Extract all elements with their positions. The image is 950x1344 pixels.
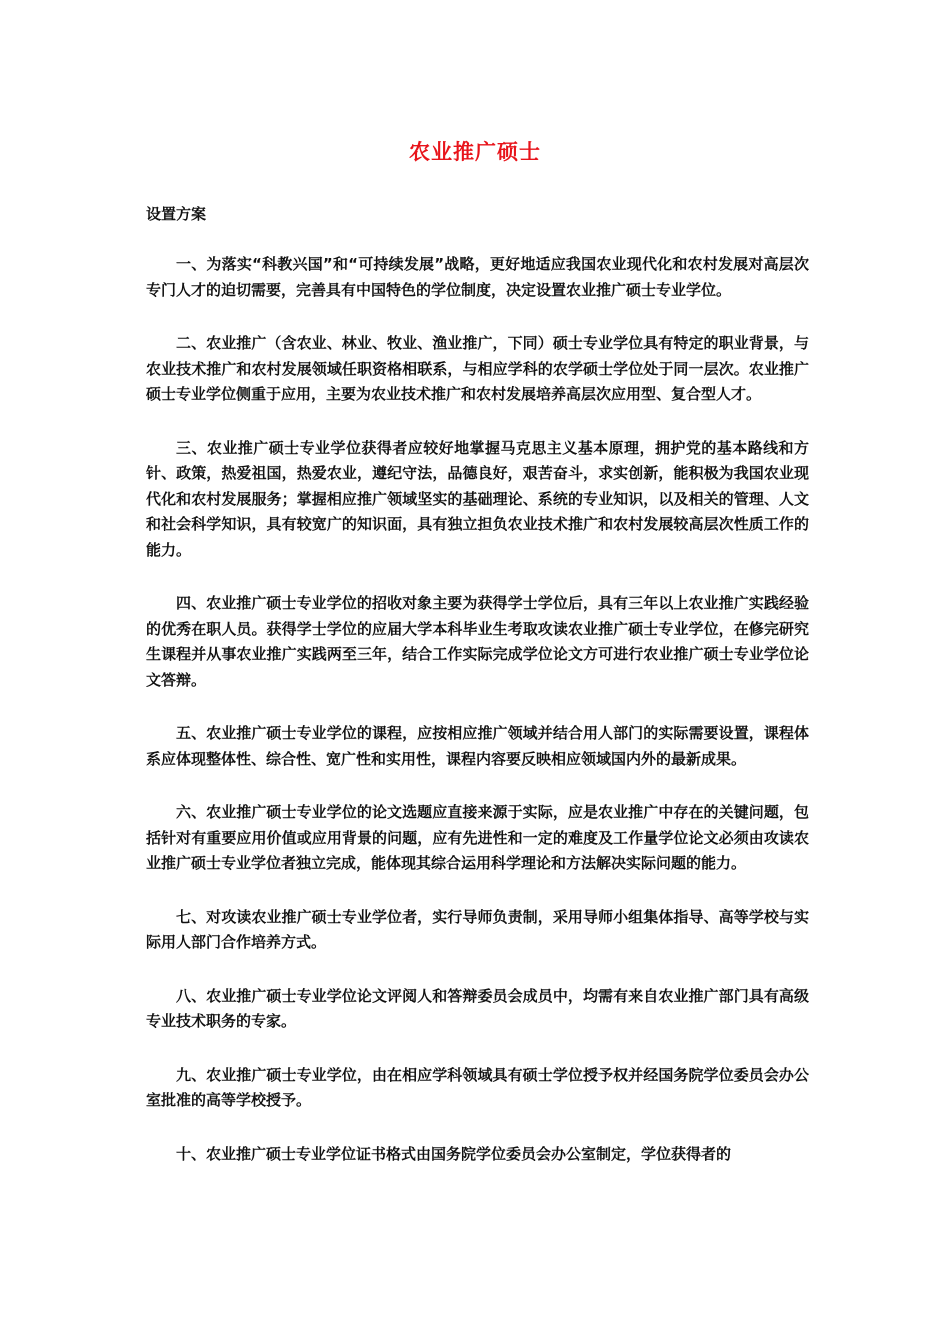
paragraph-9: 九、农业推广硕士专业学位，由在相应学科领域具有硕士学位授予权并经国务院学位委员会办公室批准的高等学校授予。 [146, 1065, 809, 1109]
paragraph-4: 四、农业推广硕士专业学位的招收对象主要为获得学士学位后，具有三年以上农业推广实践经验的优秀在职人员。获得学士学位的应届大学本科毕业生考取攻读农业推广硕士专业学位，在修完研究生课程并从事农业推广实践两至三年，结合工作实际完成学位论文方可进行农业推广硕士专业学位论文答辩。 [146, 594, 809, 689]
paragraph-1: 一、为落实“科教兴国”和“可持续发展”战略，更好地适应我国农业现代化和农村发展对高层次专门人才的迫切需要，完善具有中国特色的学位制度，决定设置农业推广硕士专业学位。 [146, 255, 809, 299]
paragraph-5: 五、农业推广硕士专业学位的课程，应按相应推广领域并结合用人部门的实际需要设置，课程体系应体现整体性、综合性、宽广性和实用性，课程内容要反映相应领域国内外的最新成果。 [146, 724, 809, 768]
document-title: 农业推广硕士 [409, 140, 541, 164]
paragraph-2: 二、农业推广（含农业、林业、牧业、渔业推广，下同）硕士专业学位具有特定的职业背景，与农业技术推广和农村发展领域任职资格相联系，与相应学科的农学硕士学位处于同一层次。农业推广硕士专业学位侧重于应用，主要为农业技术推广和农村发展培养高层次应用型、复合型人才。 [146, 334, 809, 403]
section-heading: 设置方案 [146, 205, 207, 223]
paragraph-8: 八、农业推广硕士专业学位论文评阅人和答辩委员会成员中，均需有来自农业推广部门具有高级专业技术职务的专家。 [146, 986, 809, 1030]
paragraph-10: 十、农业推广硕士专业学位证书格式由国务院学位委员会办公室制定，学位获得者的 [176, 1144, 732, 1163]
paragraph-3: 三、农业推广硕士专业学位获得者应较好地掌握马克思主义基本原理，拥护党的基本路线和方针、政策，热爱祖国，热爱农业，遵纪守法，品德良好，艰苦奋斗，求实创新，能积极为我国农业现代化和农村发展服务；掌握相应推广领域坚实的基础理论、系统的专业知识，以及相关的管理、人文和社会科学知识，具有较宽广的知识面，具有独立担负农业技术推广和农村发展较高层次性质工作的能力。 [146, 438, 809, 559]
paragraph-7: 七、对攻读农业推广硕士专业学位者，实行导师负责制，采用导师小组集体指导、高等学校与实际用人部门合作培养方式。 [146, 907, 809, 951]
paragraph-6: 六、农业推广硕士专业学位的论文选题应直接来源于实际，应是农业推广中存在的关键问题，包括针对有重要应用价值或应用背景的问题，应有先进性和一定的难度及工作量学位论文必须由攻读农业推广硕士专业学位者独立完成，能体现其综合运用科学理论和方法解决实际问题的能力。 [146, 803, 809, 872]
document-body [146, 252, 809, 1195]
